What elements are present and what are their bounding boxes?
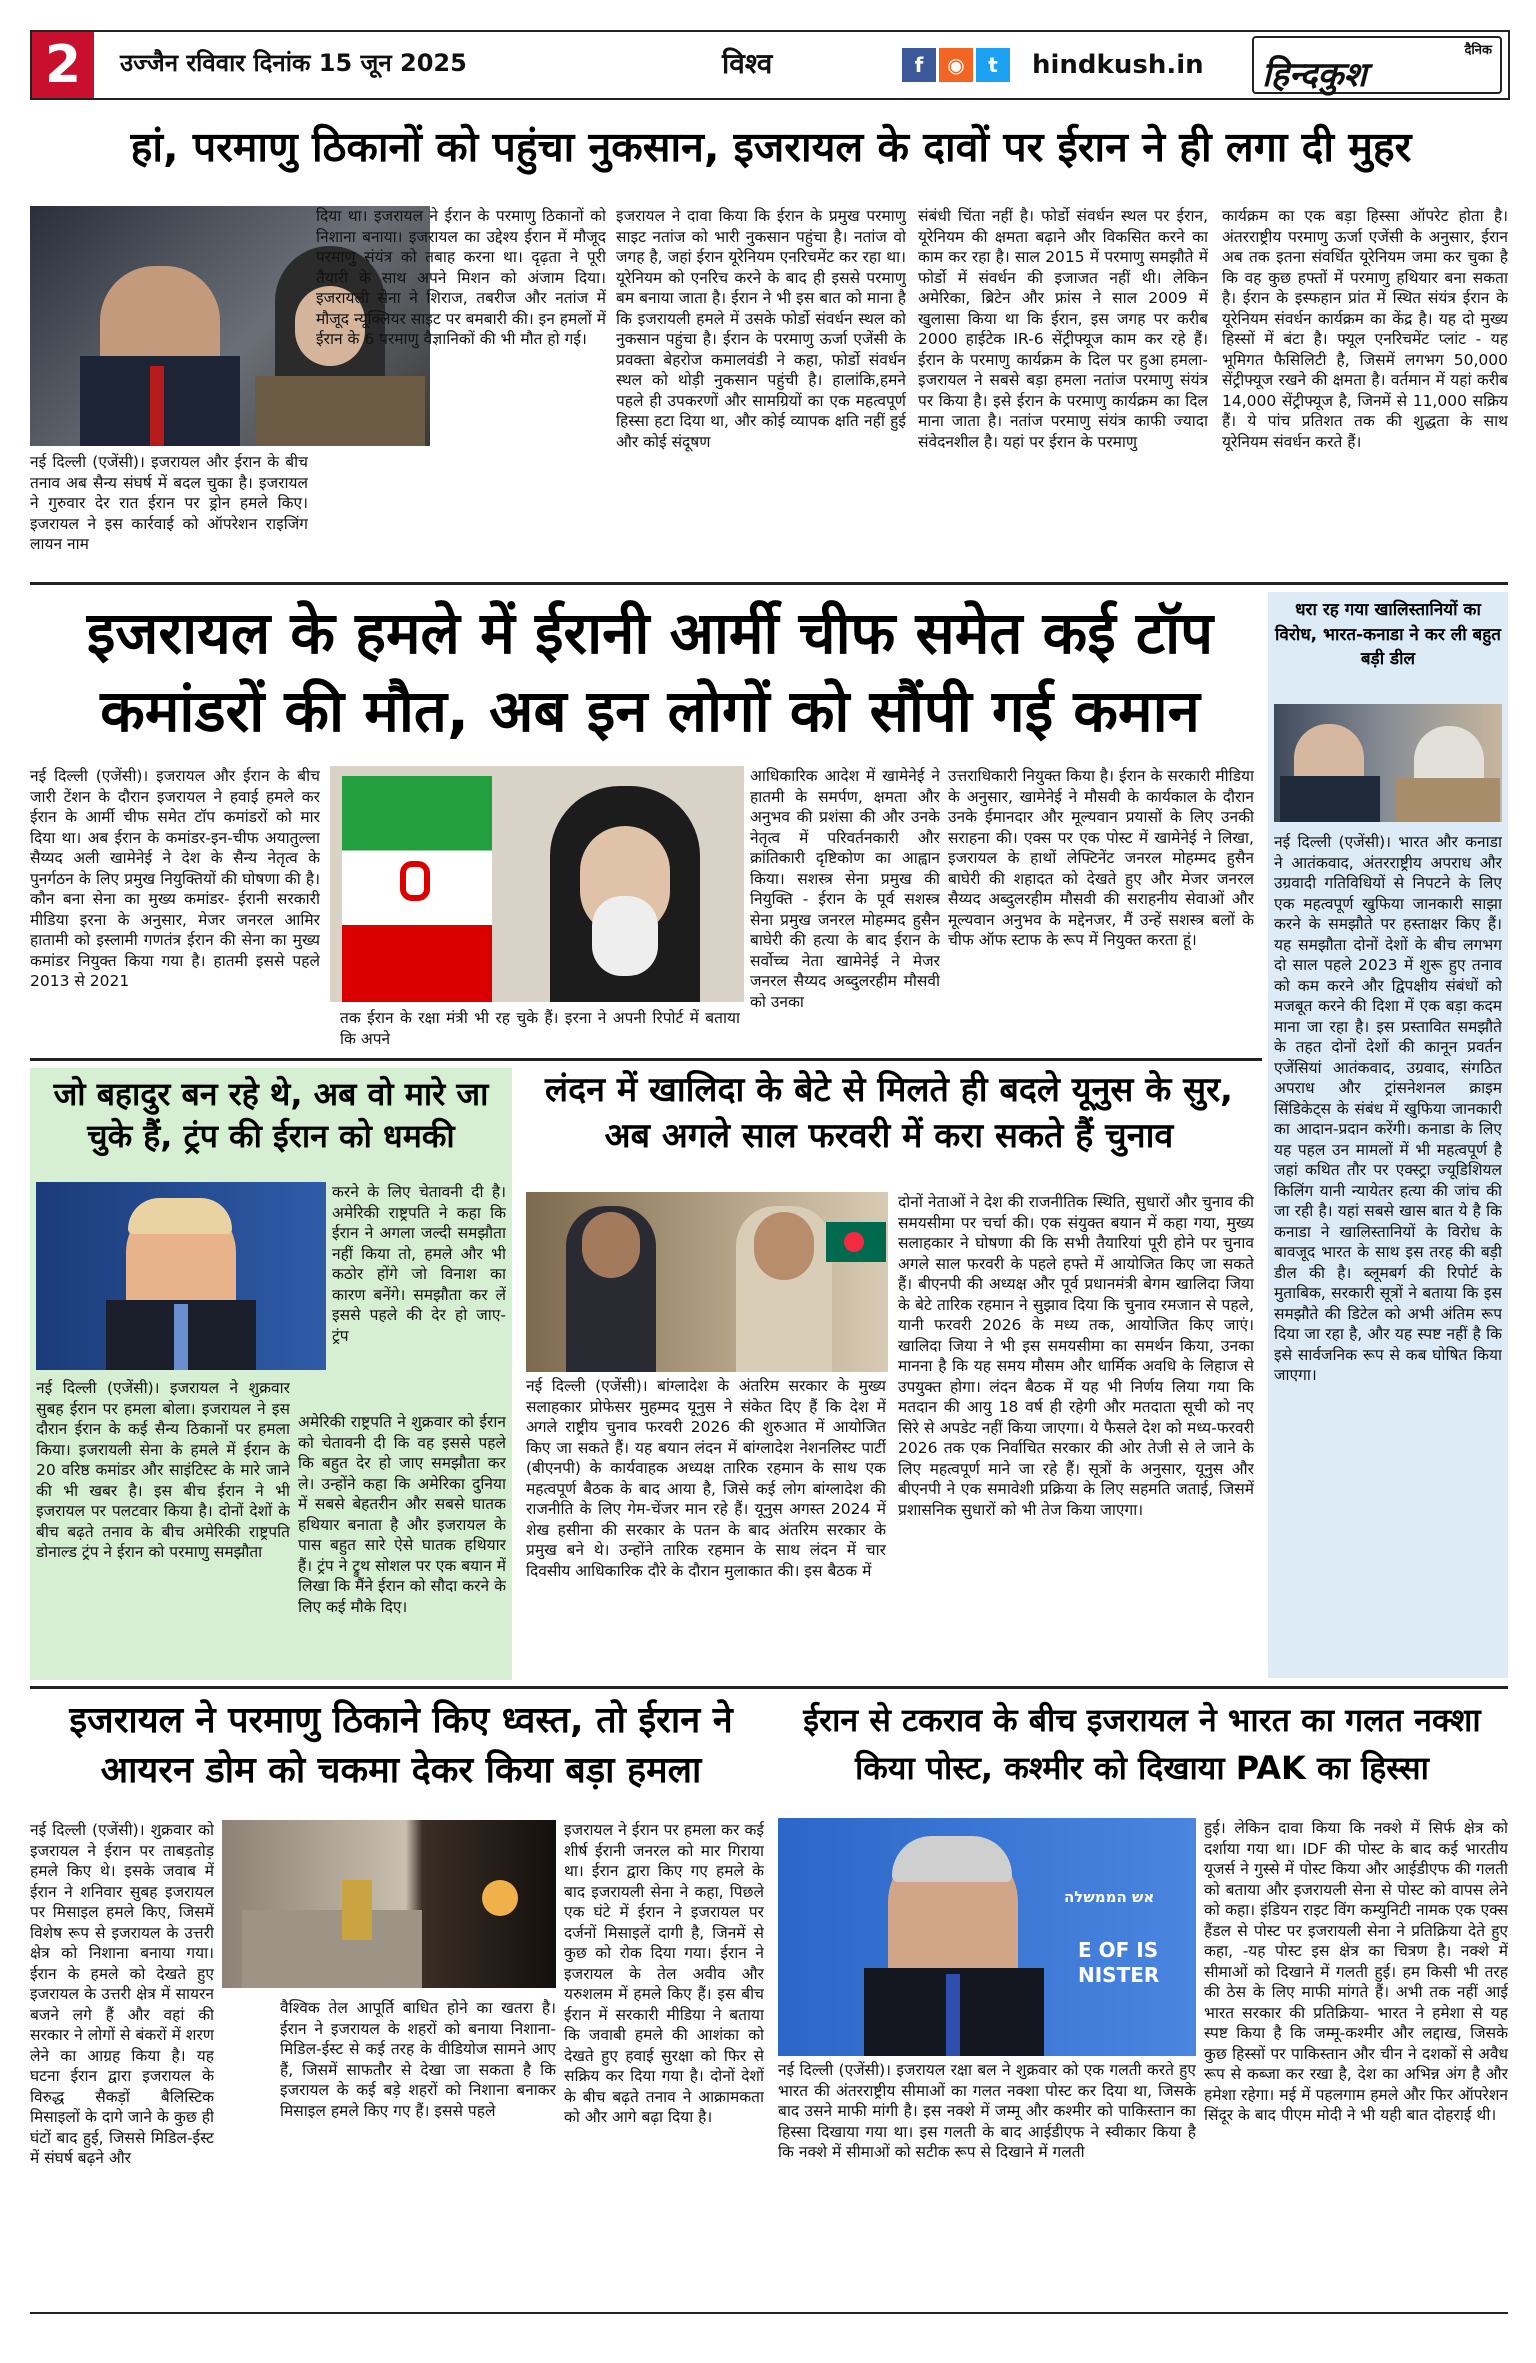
a2-col2: आधिकारिक आदेश में खामेनेई ने हातमी के समर्पण, क्षमता और अनुभव की प्रशंसा की और उनके नेतृत्व में परिवर्तनकारी और क्रांतिकारी दृष्टिकोण का आह्वान किया। सशस्त्र सेना प्रमुख की नियुक्ति - ईरान के पूर्व सशस्त्र सेना प्रमुख जनरल मोहम्मद हुसैन बाघेरी की हत्या के बाद ईरान के सर्वोच्च नेता खामेनेई ने मेजर जनरल सैय्यद अब्दुलरहीम मौसवी को उनका: [750, 767, 940, 1011]
site-url[interactable]: hindkush.in: [1032, 50, 1204, 80]
a5-col1: नई दिल्ली (एजेंसी)। बांग्लादेश के अंतरिम सरकार के मुख्य सलाहकार प्रोफेसर मुहम्मद यूनुस ने संकेत दिए हैं कि देश में अगले राष्ट्रीय चुनाव फरवरी 2026 की शुरुआत में आयोजित किए जा सकते हैं। यह बयान लंदन में बांग्लादेश नेशनलिस्ट पार्टी (बीएनपी) के कार्यवाहक अध्यक्ष तारिक रहमान के साथ एक महत्वपूर्ण बैठक के बाद आया है, जिसे कई लोग बांग्लादेश की राजनीति के लिए गेम-चेंजर मान रहे हैं। यूनुस अगस्त 2024 में शेख हसीना की सरकार के पतन के बाद अंतरिम सरकार के प्रमुख बने थे। उन्होंने तारिक रहमान के साथ लंदन में चार दिवसीय आधिकारिक दौरे के दौरान मुलाकात की। इस बैठक में: [526, 1377, 886, 1580]
a3-photo: [1274, 704, 1502, 822]
a7-caption: नई दिल्ली (एजेंसी)। इजरायल रक्षा बल ने शुक्रवार को एक गलती करते हुए भारत की अंतरराष्ट्रीय सीमाओं का गलत नक्शा पोस्ट कर दिया था, जिसके बाद उसने माफी मांगी है। इस नक्शे में जम्मू और कश्मीर को पाकिस्तान का हिस्सा दिखाया गया था। इस गलती के बाद आईडीएफ ने स्वीकार किया है कि नक्शे में सीमाओं को सटीक रूप से दिखाने में गलती: [778, 2061, 1196, 2161]
divider: [30, 1686, 1508, 1689]
a7-headline: ईरान से टकराव के बीच इजरायल ने भारत का गलत नक्शा किया पोस्ट, कश्मीर को दिखाया PAK का हिस्सा: [803, 1701, 1481, 1787]
divider: [30, 582, 1508, 585]
a4-col3: अमेरिकी राष्ट्रपति ने शुक्रवार को ईरान को चेतावनी दी कि वह इससे पहले कि बहुत देर हो जाए समझौता कर ले। उन्होंने कहा कि अमेरिका दुनिया में सबसे बेहतरीन और सबसे घातक हथियार बनाता है और इजरायल के पास बहुत सारे ऐसे घातक हथियार हैं। ट्रंप ने ट्रुथ सोशल पर एक बयान में लिखा कि मैंने ईरान को सौदा करने के लिए कई मौके दिए।: [298, 1413, 506, 1616]
a6-col3: इजरायल ने ईरान पर हमला कर कई शीर्ष ईरानी जनरल को मार गिराया था। ईरान द्वारा किए गए हमले के बाद इजरायली सेना ने कहा, पिछले एक घंटे में ईरान ने इजरायल पर दर्जनों मिसाइलें दागी है, जिनमें से कुछ को रोक दिया गया। ईरान ने इजरायल के तेल अवीव और यरुशलम में हमले किए हैं। इस बीच ईरान में सरकारी मीडिया ने बताया कि जवाबी हमले की आशंका को देखते हुए हवाई सुरक्षा को फिर से सक्रिय कर दिया गया है। दोनों देशों के बीच बढ़ते तनाव ने आक्रामकता को और आगे बढ़ा दिया है।: [564, 1821, 764, 2126]
a6-photo: [222, 1820, 556, 1988]
a2-headline-1: इजरायल के हमले में ईरानी आर्मी चीफ समेत कई टॉप: [86, 599, 1214, 667]
a2-col3: उत्तराधिकारी नियुक्त किया है। ईरान के सरकारी मीडिया के अनुसार, खामेनेई ने मौसवी के कार्यकाल के दौरान उनके ईमानदार और मूल्यवान प्रयासों के लिए उनकी सराहना की। एक्स पर एक पोस्ट में खामेनेई ने लिखा, इजरायल के हाथों लेफ्टिनेंट जनरल मोहम्मद हुसैन बाघेरी की शहादत को देखते हुए और मेजर जनरल सैय्यद अब्दुलरहीम मौसवी की सराहनीय सेवाओं और मूल्यवान अनुभव के मद्देनजर, मैं उन्हें सशस्त्र बलों के चीफ ऑफ स्टाफ के रूप में नियुक्त करता हूं।: [948, 767, 1254, 949]
rss-icon[interactable]: ◉: [939, 48, 973, 82]
logo-top: दैनिक: [1464, 43, 1492, 58]
issue-date: उज्जैन रविवार दिनांक 15 जून 2025: [120, 49, 467, 77]
flag-text: אש הממשלה: [1064, 1888, 1155, 1906]
section-title: विश्व: [722, 47, 773, 80]
a4-col2: नई दिल्ली (एजेंसी)। इजरायल ने शुक्रवार सुबह ईरान पर हमला बोला। इजरायल ने इस दौरान ईरान के कई सैन्य ठिकानों पर हमला किया। इजरायली सेना के हमले में ईरान के 20 वरिष्ठ कमांडर और साइंटिस्ट के मारे जाने की भी खबर है। इस बीच ईरान ने भी इजरायल पर पलटवार किया है। दोनों देशों के बीच बढ़ते तनाव के बीच अमेरिकी राष्ट्रपति डोनाल्ड ट्रंप ने ईरान को परमाणु समझौता: [36, 1379, 290, 1561]
a5-col2: दोनों नेताओं ने देश की राजनीतिक स्थिति, सुधारों और चुनाव की समयसीमा पर चर्चा की। एक संयुक्त बयान में कहा गया, मुख्य सलाहकार ने घोषणा की कि सभी तैयारियां पूरी होने पर चुनाव अगले साल फरवरी के पहले हफ्ते में आयोजित किए जा सकते हैं। बीएनपी की अध्यक्ष और पूर्व प्रधानमंत्री बेगम खालिदा जिया के बेटे तारिक रहमान ने सुझाव दिया कि चुनाव रमजान से पहले, यानी फरवरी 2026 के मध्य तक, आयोजित किए जाएं। खालिदा जिया ने भी इस समयसीमा का समर्थन किया, उनका मानना है कि यह समय मौसम और धार्मिक अवधि के लिहाज से उपयुक्त होगा। लंदन बैठक में यह भी निर्णय लिया गया कि मतदान की आयु 18 वर्ष ही रहेगी और मतदाता सूची को नए सिरे से अपडेट नहीं किया जाएगा। ये फैसले देश को मध्य-फरवरी 2026 तक एक निर्वाचित सरकार की ओर तेजी से ले जाने के लिए महत्वपूर्ण माने जा रहे हैं। सूत्रों के अनुसार, यूनुस और बीएनपी ने एक समावेशी प्रक्रिया के लिए सहमति जताई, जिसमें प्रशासनिक सुधारों को भी तेज किया जाएगा।: [898, 1193, 1254, 1519]
a1-col1: दिया था। इजरायल ने ईरान के परमाणु ठिकानों को निशाना बनाया। इजरायल का उद्देश्य ईरान में मौजूद परमाणु संयंत्र को तबाह करना था। दृढ़ता ने पूरी तैयारी के साथ अपने मिशन को अंजाम दिया। इजरायली सेना ने शिराज, तबरीज और नतांज में मौजूद न्यूक्लियर साइट पर बमबारी की। इन हमलों में ईरान के 6 परमाणु वैज्ञानिकों की भी मौत हो गई।: [316, 207, 606, 348]
a4-box: [30, 1068, 512, 1680]
logo-text: हिन्दकुश: [1262, 55, 1367, 95]
a4-photo: [36, 1182, 326, 1370]
a3-headline: धरा रह गया खालिस्तानियों का विरोध, भारत-कनाडा ने कर ली बहुत बड़ी डील: [1275, 600, 1501, 670]
a1-col4: कार्यक्रम का एक बड़ा हिस्सा ऑपरेट होता है। अंतरराष्ट्रीय परमाणु ऊर्जा एजेंसी के अनुसार, ईरान अब तक इतना संवर्धित यूरेनियम जमा कर चुका है कि वह कुछ हफ्तों में परमाणु हथियार बना सकता है। ईरान के इस्फहान प्रांत में स्थित संयंत्र ईरान के यूरेनियम संवर्धन कार्यक्रम का केंद्र है। यह दो मुख्य हिस्सों में बंटा है। फ्यूल एनरिचमेंट प्लांट - यह भूमिगत फैसिलिटी है, जिसमें लगभग 50,000 सेंट्रीफ्यूज रखने की क्षमता है। वर्तमान में यहां करीब 14,000 सेंट्रीफ्यूज है, जिनमें से 11,000 सक्रिय हैं। ये पांच प्रतिशत तक की शुद्धता के साथ यूरेनियम संवर्धन करते हैं।: [1222, 207, 1508, 451]
a3-box: [1268, 592, 1508, 1678]
page-number: 2: [32, 32, 94, 98]
page-bottom-rule: [30, 2312, 1508, 2314]
a1-col2: इजरायल ने दावा किया कि ईरान के प्रमुख परमाणु साइट नतांज को भारी नुकसान पहुंचा है। नतांज वो जगह है, जहां ईरान यूरेनियम एनरिचमेंट कर रहा था। यूरेनियम को एनरिच करने के बाद ही इससे परमाणु बम बनाया जाता है। ईरान ने भी इस बात को माना है कि इजरायली हमले में उसके फोर्डो संवर्धन स्थल को नुकसान पहुंचा है। ईरान के परमाणु ऊर्जा एजेंसी के प्रवक्ता बेहरोज कमालवंडी ने कहा, फोर्डो संवर्धन स्थल को थोड़ी नुकसान पहुंची है। हालांकि,हमने पहले ही उपकरणों और सामग्रियों का एक महत्वपूर्ण हिस्सा हटा दिया था, और कोई व्यापक क्षति नहीं हुई और कोई संदूषण: [616, 207, 906, 451]
divider: [30, 1058, 1262, 1061]
a7-col1: हुई। लेकिन दावा किया कि नक्शे में सिर्फ क्षेत्र को दर्शाया गया था। IDF की पोस्ट के बाद कई भारतीय यूजर्स ने गुस्से में पोस्ट किया और आईडीएफ की गलती को बताया और इजरायली सेना से पोस्ट को वापस लेने को कहा। इंडियन राइट विंग कम्युनिटी नामक एक एक्स हैंडल से पोस्ट पर इजरायली सेना ने प्रतिक्रिया देते हुए कहा, -यह पोस्ट इस क्षेत्र का चित्रण है। नक्शे में सीमाओं को दिखाने में गलती हुई। हम किसी भी तरह की ठेस के लिए माफी मांगते हैं। अभी तक नहीं आई भारत सरकार की प्रतिक्रिया- भारत ने हमेशा से यह स्पष्ट किया है कि जम्मू-कश्मीर और लद्दाख, जिसके कुछ हिस्सों पर पाकिस्तान और चीन ने दशकों से अवैध रूप से कब्जा कर रखा है, देश का अभिन्न अंग है और हमेशा रहेगा। मई में पहलगाम हमले और फिर ऑपरेशन सिंदूर के बाद पीएम मोदी ने भी यही बात दोहराई थी।: [1204, 1819, 1508, 2124]
newspaper-logo: [1252, 36, 1502, 94]
a3-body: नई दिल्ली (एजेंसी)। भारत और कनाडा ने आतंकवाद, अंतरराष्ट्रीय अपराध और उग्रवादी गतिविधियों से निपटने के लिए एक महत्वपूर्ण खुफिया जानकारी साझा करने के समझौते पर हस्ताक्षर किए हैं। यह समझौता दोनों देशों के बीच लगभग दो साल पहले 2023 में शुरू हुए तनाव को कम करने और द्विपक्षीय संबंधों को मजबूत करने की दिशा में एक बड़ा कदम माना जा रहा है। इस प्रस्तावित समझौते के तहत दोनों देशों की कानून प्रवर्तन एजेंसियां आतंकवाद, उग्रवाद, संगठित अपराध और ट्रांसनेशनल क्राइम सिंडिकेट्स के संबंध में खुफिया जानकारी का आदान-प्रदान करेंगी। कनाडा के लिए यह पहल उन मामलों में भी महत्वपूर्ण है जहां कथित तौर पर एक्स्ट्रा ज्यूडिशियल किलिंग यानी न्यायेतर हत्या की जांच की जा रही है। यहां सबसे खास बात ये है कि कनाडा ने खालिस्तानियों के विरोध के बावजूद भारत के साथ इस तरह की बड़ी डील की है। ब्लूमबर्ग की रिपोर्ट के मुताबिक, सरकारी सूत्रों ने बताया कि इस समझौते की डिटेल को अभी अंतिम रूप दिया जा रहा है, और यह स्पष्ट नहीं है कि इसे सार्वजनिक रूप से कब घोषित किया जाएगा।: [1274, 833, 1502, 1384]
a2-photo: [330, 766, 744, 1002]
a7-photo: [778, 1818, 1196, 2056]
a1-headline: हां, परमाणु ठिकानों को पहुंचा नुकसान, इजरायल के दावों पर ईरान ने ही लगा दी मुहर: [130, 123, 1412, 171]
a5-photo: [526, 1192, 888, 1372]
a1-caption: नई दिल्ली (एजेंसी)। इजरायल और ईरान के बीच तनाव अब सैन्य संघर्ष में बदल चुका है। इजरायल ने गुरुवार देर रात ईरान पर ड्रोन हमले किए। इजरायल ने इस कार्रवाई को ऑपरेशन राइजिंग लायन नाम: [30, 453, 308, 553]
a4-col1: करने के लिए चेतावनी दी है। अमेरिकी राष्ट्रपति ने कहा कि ईरान ने अगला जल्दी समझौता नहीं किया तो, हमले और भी कठोर होंगे जो विनाश का कारण बनेंगे। समझौता कर लें इससे पहले की देर हो जाए- ट्रंप: [332, 1183, 506, 1345]
a2-headline-2: कमांडरों की मौत, अब इन लोगों को सौंपी गई कमान: [100, 677, 1200, 745]
a6-headline: इजरायल ने परमाणु ठिकाने किए ध्वस्त, तो ईरान ने आयरन डोम को चकमा देकर किया बड़ा हमला: [69, 1700, 733, 1792]
a4-headline: जो बहादुर बन रहे थे, अब वो मारे जा चुके हैं, ट्रंप की ईरान को धमकी: [53, 1075, 489, 1155]
masthead: [30, 30, 1510, 100]
a2-col1: नई दिल्ली (एजेंसी)। इजरायल और ईरान के बीच जारी टेंशन के दौरान इजरायल ने हवाई हमले कर ईरान के आर्मी चीफ समेत टॉप कमांडरों को मार दिया था। अब ईरान के कमांडर-इन-चीफ अयातुल्ला सैय्यद अली खामेनेई ने देश के सैन्य नेतृत्व के पुनर्गठन के लिए प्रमुख नियुक्तियों की घोषणा की है। कौन बना सेना का मुख्य कमांडर- ईरानी सरकारी मीडिया इरना के अनुसार, मेजर जनरल आमिर हातामी को इस्लामी गणतंत्र ईरान की सेना का मुख्य कमांडर नियुक्त किया गया है। हातमी इससे पहले 2013 से 2021: [30, 767, 320, 990]
a2-caption: तक ईरान के रक्षा मंत्री भी रह चुके हैं। इरना ने अपनी रिपोर्ट में बताया कि अपने: [340, 1009, 740, 1048]
social-icons: [902, 48, 1010, 82]
sign-text: E OF IS NISTER: [1078, 1938, 1160, 1987]
a1-col3: संबंधी चिंता नहीं है। फोर्डो संवर्धन स्थल पर ईरान, यूरेनियम की क्षमता बढ़ाने और विकसित करने का काम कर रहा है। साल 2015 में परमाणु समझौते में फोर्डो में संवर्धन की इजाजत नहीं थी। लेकिन अमेरिका, ब्रिटेन और फ्रांस ने साल 2009 में खुलासा किया था कि ईरान, इस जगह पर करीब 2000 हाईटेक IR-6 सेंट्रीफ्यूज काम कर रहे हैं। ईरान के परमाणु कार्यक्रम के दिल पर हुआ हमला- इजरायल ने सबसे बड़ा हमला नतांज परमाणु संयंत्र पर किया है। इसे ईरान के परमाणु कार्यक्रम का दिल माना जाता है। नतांज परमाणु संयंत्र काफी ज्यादा संवेदनशील है। यहां पर ईरान के परमाणु: [918, 207, 1208, 451]
a5-headline: लंदन में खालिदा के बेटे से मिलते ही बदले यूनुस के सुर, अब अगले साल फरवरी में करा सकते हैं चुनाव: [545, 1070, 1233, 1156]
a6-col2: वैश्विक तेल आपूर्ति बाधित होने का खतरा है। ईरान ने इजरायल के शहरों को बनाया निशाना- मिडिल-ईस्ट से कई तरह के वीडियोज सामने आए हैं, जिसमें साफतौर से देखा जा सकता है कि इजरायल के कई बड़े शहरों को निशाना बनाकर मिसाइल हमले किए गए हैं। इससे पहले: [280, 1999, 556, 2120]
a6-col1: नई दिल्ली (एजेंसी)। शुक्रवार को इजरायल ने ईरान पर ताबड़तोड़ हमले किए थे। इसके जवाब में ईरान ने शनिवार सुबह इजरायल पर मिसाइल हमले किए, जिसमें विशेष रूप से इजरायल के उत्तरी क्षेत्र को निशाना बनाया गया। ईरान के हमले को देखते हुए इजरायल के उत्तरी क्षेत्र में सायरन बजने लगे हैं और वहां की सरकार ने लोगों से बंकरों में शरण लेने का आग्रह किया है। यह घटना ईरान द्वारा इजरायल के विरुद्ध सैकड़ों बैलिस्टिक मिसाइलों के दागे जाने के कुछ ही घंटों बाद हुई, जिससे मिडिल-ईस्ट में संघर्ष बढ़ने और: [30, 1821, 214, 2167]
facebook-icon[interactable]: f: [902, 48, 936, 82]
twitter-icon[interactable]: t: [976, 48, 1010, 82]
